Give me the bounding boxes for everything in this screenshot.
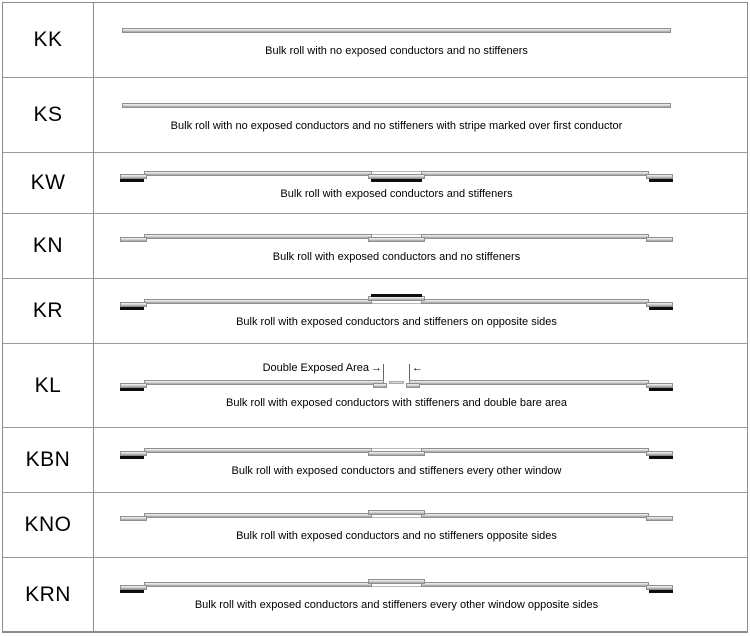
cable-bar-segment <box>144 299 372 304</box>
cable-bar-segment <box>144 448 372 453</box>
cable-bar-segment <box>122 28 671 33</box>
exposed-window <box>120 237 147 242</box>
cable-diagram <box>122 577 671 593</box>
stiffener-bar <box>649 388 673 391</box>
cable-bar-segment <box>421 513 649 518</box>
exposed-window <box>406 383 420 388</box>
row-code-cell <box>3 344 94 428</box>
cable-bar-segment <box>122 103 671 108</box>
stiffener-bar <box>120 456 144 459</box>
row-content-cell <box>94 279 747 344</box>
cable-diagram <box>122 166 671 182</box>
dimension-label: Double Exposed Area <box>262 362 369 374</box>
row-code: KBN <box>25 448 71 471</box>
cable-bar-segment <box>421 234 649 239</box>
cable-diagram <box>122 443 671 459</box>
stiffener-bar <box>649 590 673 593</box>
row-description: Bulk roll with exposed conductors and stiffeners on opposite sides <box>236 315 557 328</box>
row-description: Bulk roll with exposed conductors and no stiffeners opposite sides <box>236 529 557 542</box>
row-description: Bulk roll with exposed conductors and stiffeners <box>280 187 513 200</box>
row-code-cell <box>3 214 94 279</box>
dimension-arrow-right-icon: → <box>371 362 382 374</box>
row-content-cell <box>94 428 747 493</box>
row-content-cell <box>94 153 747 214</box>
row-description: Bulk roll with no exposed conductors and no stiffeners <box>265 44 528 57</box>
row-code: KNO <box>24 513 72 536</box>
row-code-cell <box>3 493 94 558</box>
row-code: KK <box>33 28 63 51</box>
exposed-window <box>368 510 425 515</box>
cable-diagram <box>122 294 671 310</box>
exposed-window <box>120 516 147 521</box>
row-description: Bulk roll with exposed conductors and stiffeners every other window opposite sides <box>194 599 599 611</box>
cable-bar-segment <box>144 513 372 518</box>
cable-bar-segment <box>421 299 649 304</box>
stiffener-bar <box>649 456 673 459</box>
stiffener-bar <box>371 179 422 182</box>
stiffener-bar <box>120 179 144 182</box>
row-code-cell <box>3 558 94 631</box>
row-description: Bulk roll with no exposed conductors and no stiffeners with stripe marked over first conductor <box>170 119 623 132</box>
row-code-cell <box>3 279 94 344</box>
row-content-cell <box>94 3 747 78</box>
row-code: KW <box>30 171 66 194</box>
cable-diagram <box>122 229 671 245</box>
row-code: KRN <box>25 582 71 606</box>
row-description: Bulk roll with exposed conductors and stiffeners every other window <box>231 464 562 477</box>
row-description: Bulk roll with exposed conductors and no stiffeners <box>272 250 521 263</box>
cable-bar-segment <box>144 234 372 239</box>
cable-diagram <box>122 375 671 391</box>
stiffener-bar <box>371 294 422 297</box>
row-content-cell <box>94 214 747 279</box>
row-content-cell <box>94 344 747 428</box>
cable-bar-segment <box>144 582 372 587</box>
stiffener-bar <box>120 388 144 391</box>
cable-bar-segment <box>409 380 649 385</box>
cable-diagram <box>122 23 671 39</box>
cable-bar-segment <box>144 171 372 176</box>
cable-diagram <box>122 508 671 524</box>
row-code: KN <box>32 234 64 257</box>
bare-gap-dash <box>389 381 404 384</box>
cable-bar-segment <box>144 380 384 385</box>
row-description: Bulk roll with exposed conductors with stiffeners and double bare area <box>226 397 567 409</box>
cable-bar-segment <box>421 448 649 453</box>
row-code-cell <box>3 153 94 214</box>
stiffener-bar <box>120 307 144 310</box>
row-code: KS <box>33 103 63 126</box>
row-content-cell <box>94 78 747 153</box>
stiffener-bar <box>120 590 144 593</box>
exposed-window <box>368 237 425 242</box>
row-code: KL <box>34 373 62 397</box>
exposed-window <box>368 451 425 456</box>
row-code: KR <box>32 299 64 322</box>
cable-type-table <box>2 2 748 633</box>
row-code-cell <box>3 78 94 153</box>
row-content-cell <box>94 558 747 631</box>
exposed-window <box>373 383 387 388</box>
row-code-cell <box>3 428 94 493</box>
dimension-arrow-left-icon: ← <box>412 362 423 374</box>
row-content-cell <box>94 493 747 558</box>
cable-diagram <box>122 98 671 114</box>
exposed-window <box>646 516 673 521</box>
exposed-window <box>368 579 425 584</box>
stiffener-bar <box>649 307 673 310</box>
stiffener-bar <box>649 179 673 182</box>
cable-bar-segment <box>421 171 649 176</box>
cable-bar-segment <box>421 582 649 587</box>
row-code-cell <box>3 3 94 78</box>
exposed-window <box>646 237 673 242</box>
